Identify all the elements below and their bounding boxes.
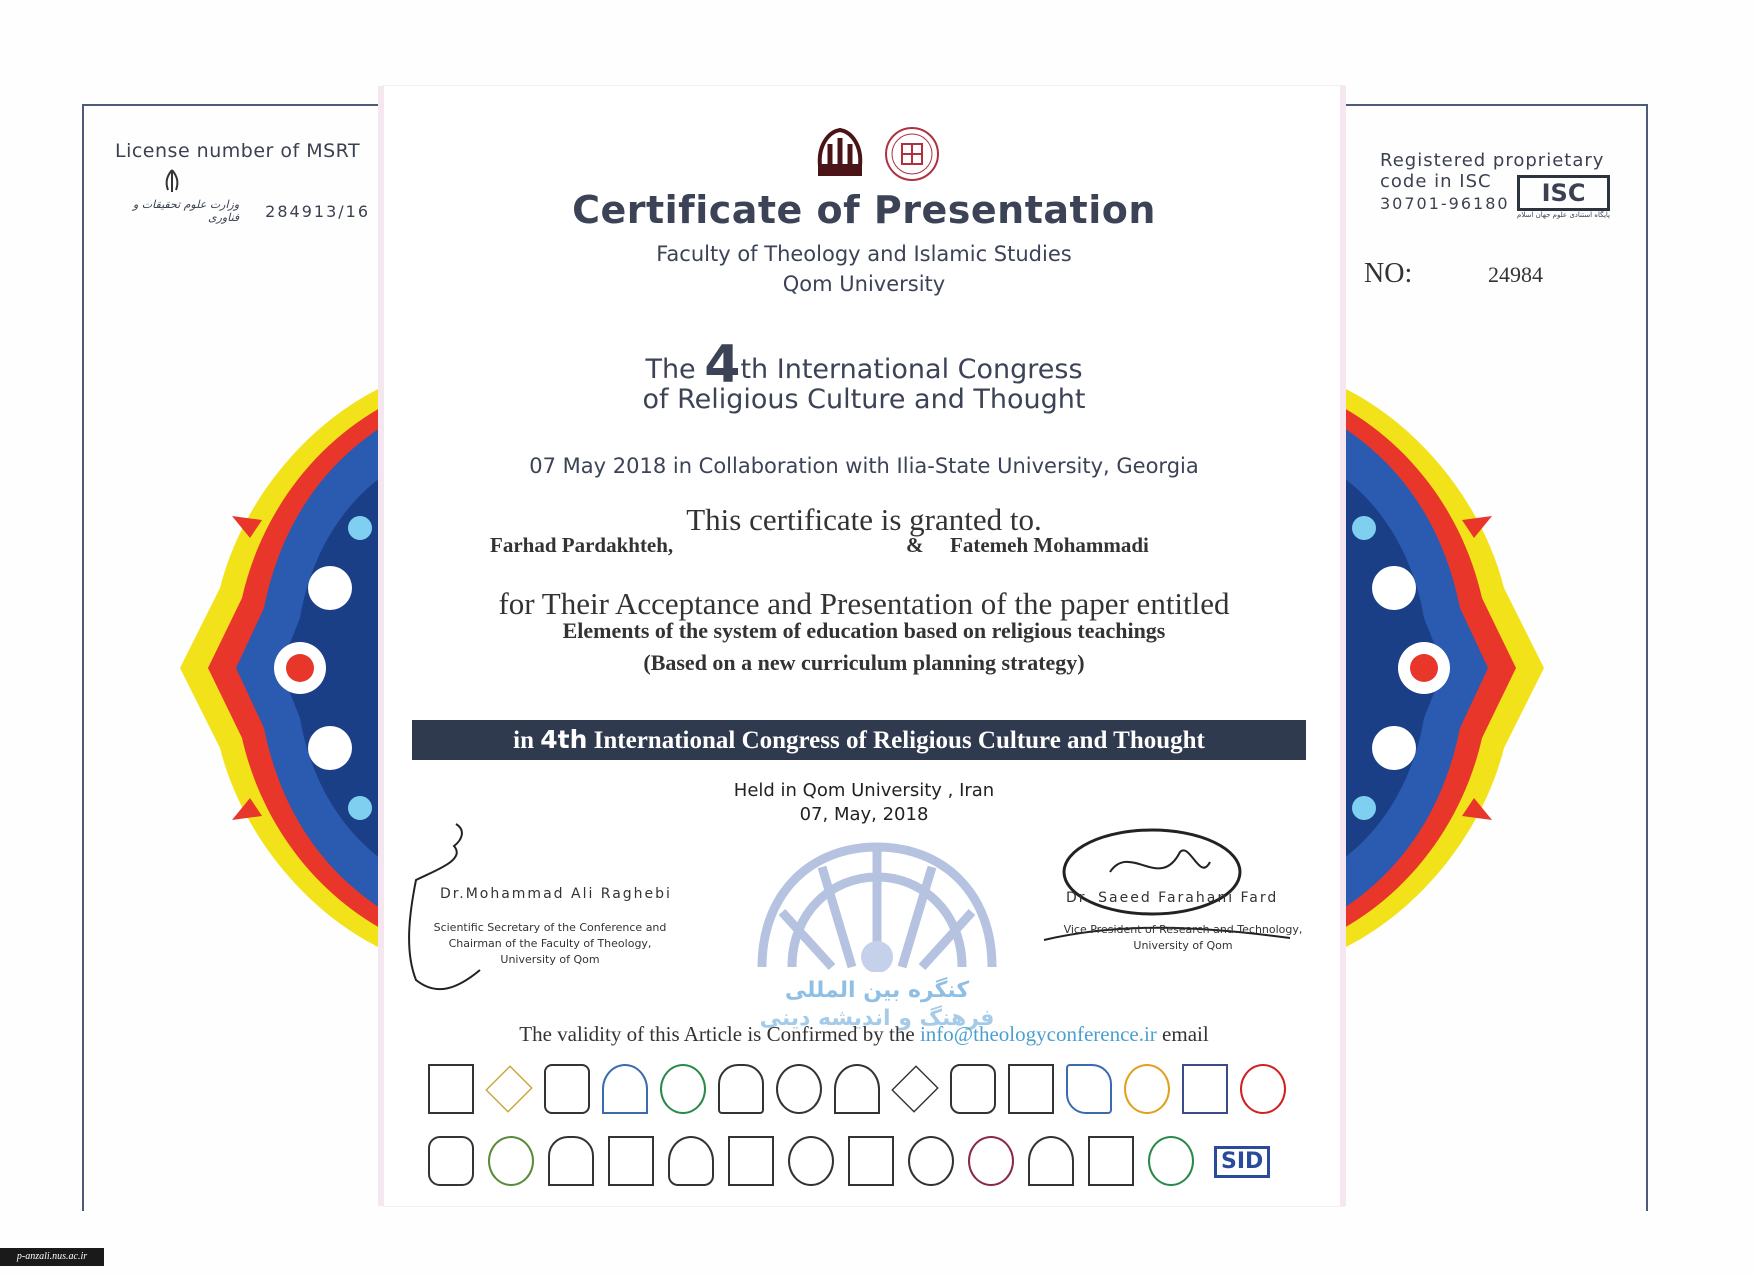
sponsor-logo-11 (1008, 1064, 1054, 1114)
sponsor-logo-9 (891, 1065, 939, 1113)
congress-ordinal-suffix: th (740, 354, 769, 385)
granted-to-text: This certificate is granted to. (686, 502, 1042, 537)
sponsor-logo-8 (834, 1064, 880, 1114)
license-number: 284913/16 (265, 201, 370, 221)
isc-logo-caption: پایگاه استنادی علوم جهان اسلام (1517, 211, 1610, 219)
paper-title-line2: (Based on a new curriculum planning strategy) (643, 650, 1085, 675)
left-role-line2: Chairman of the Faculty of Theology, (448, 937, 652, 950)
sponsor-logo-7 (776, 1064, 822, 1114)
sponsor-logo-22 (788, 1136, 834, 1186)
recipient-first: Farhad Pardakhteh, (490, 533, 674, 557)
license-block (115, 140, 370, 224)
license-label: License number of MSRT (115, 140, 361, 162)
stamp-text-line1: کنگره بین المللی (784, 978, 970, 1003)
left-signatory-role (430, 920, 670, 968)
left-ornament (180, 388, 380, 948)
sponsor-logo-27 (1088, 1136, 1134, 1186)
validity-line (384, 1022, 1344, 1047)
faculty-name: Faculty of Theology and Islamic Studies (656, 242, 1072, 266)
banner-rest: International Congress of Religious Culture and Thought (593, 727, 1205, 754)
sponsor-logo-18 (548, 1136, 594, 1186)
sponsor-logo-25 (968, 1136, 1014, 1186)
isc-block (1380, 150, 1640, 219)
sponsor-logos-row2 (428, 1136, 1288, 1192)
right-signatory-name: Dr. Saeed Farahani Fard (1066, 890, 1279, 906)
certificate-number-label: NO: (1364, 258, 1413, 289)
validity-suffix: email (1162, 1022, 1209, 1046)
isc-logo: ISC (1517, 175, 1610, 211)
congress-ordinal-number: 4 (704, 335, 741, 395)
iran-emblem-icon (157, 168, 187, 194)
held-location: Held in Qom University , Iran (733, 780, 995, 801)
sid-logo: SID (1214, 1146, 1270, 1178)
sponsor-logo-12 (1066, 1064, 1112, 1114)
congress-stamp-watermark (752, 832, 1002, 972)
sponsor-logo-28 (1148, 1136, 1194, 1186)
sponsor-logo-16 (428, 1136, 474, 1186)
recipient-second: Fatemeh Mohammadi (950, 533, 1149, 557)
banner-prefix: in (513, 727, 534, 754)
sponsor-logo-15 (1240, 1064, 1286, 1114)
congress-line1: International Congress (776, 354, 1083, 385)
sponsor-logo-6 (718, 1064, 764, 1114)
sponsor-logo-21 (728, 1136, 774, 1186)
paper-title-line1: Elements of the system of education based on religious teachings (562, 618, 1166, 643)
isc-label-line2: code in ISC (1380, 171, 1492, 192)
sponsor-logo-20 (668, 1136, 714, 1186)
footer-site-tag: p-anzali.nus.ac.ir (0, 1248, 104, 1266)
university-seal-icon (814, 126, 866, 182)
sponsor-logo-19 (608, 1136, 654, 1186)
sponsor-logo-2 (485, 1065, 533, 1113)
sponsor-logo-23 (848, 1136, 894, 1186)
right-role-line1: Vice President of Research and Technology, (1063, 923, 1303, 936)
sponsor-logo-3 (544, 1064, 590, 1114)
partner-seal-icon (884, 126, 940, 182)
date-collaboration: 07 May 2018 in Collaboration with Ilia-State University, Georgia (529, 454, 1199, 478)
sponsor-logo-5 (660, 1064, 706, 1114)
congress-banner (412, 720, 1306, 760)
right-ornament (1344, 388, 1544, 948)
left-role-line1: Scientific Secretary of the Conference and (433, 921, 667, 934)
isc-label-line1: Registered proprietary (1380, 150, 1605, 171)
ministry-text: وزارت علوم تحقیقات و فناوری (133, 198, 240, 224)
left-role-line3: University of Qom (500, 953, 600, 966)
banner-ordinal: 4th (540, 725, 588, 754)
sponsor-logos-row1 (428, 1064, 1288, 1120)
sponsor-logo-24 (908, 1136, 954, 1186)
congress-prefix: The (645, 354, 696, 385)
validity-prefix: The validity of this Article is Confirmed by the (519, 1022, 915, 1046)
sponsor-logo-26 (1028, 1136, 1074, 1186)
acceptance-text: for Their Acceptance and Presentation of the paper entitled (498, 586, 1230, 621)
validity-email[interactable]: info@theologyconference.ir (919, 1022, 1157, 1046)
sponsor-logo-14 (1182, 1064, 1228, 1114)
certificate-number: 24984 (1488, 262, 1543, 287)
sponsor-logo-4 (602, 1064, 648, 1114)
certificate-title: Certificate of Presentation (572, 188, 1156, 232)
congress-heading (384, 335, 1344, 415)
congress-line2: of Religious Culture and Thought (642, 384, 1086, 415)
recipient-separator: & (906, 533, 924, 557)
stamp-text-line2: فرهنگ و اندیشه دینی (759, 1006, 995, 1031)
sponsor-logo-10 (950, 1064, 996, 1114)
sponsor-logo-13 (1124, 1064, 1170, 1114)
left-signature (396, 820, 496, 1000)
isc-code: 30701-96180 (1380, 194, 1510, 213)
university-name: Qom University (782, 272, 946, 296)
left-signatory-name: Dr.Mohammad Ali Raghebi (440, 886, 672, 902)
sponsor-logo-17 (488, 1136, 534, 1186)
held-date: 07, May, 2018 (799, 804, 929, 825)
right-signatory-role (1060, 922, 1306, 954)
right-role-line2: University of Qom (1133, 939, 1233, 952)
sponsor-logo-1 (428, 1064, 474, 1114)
